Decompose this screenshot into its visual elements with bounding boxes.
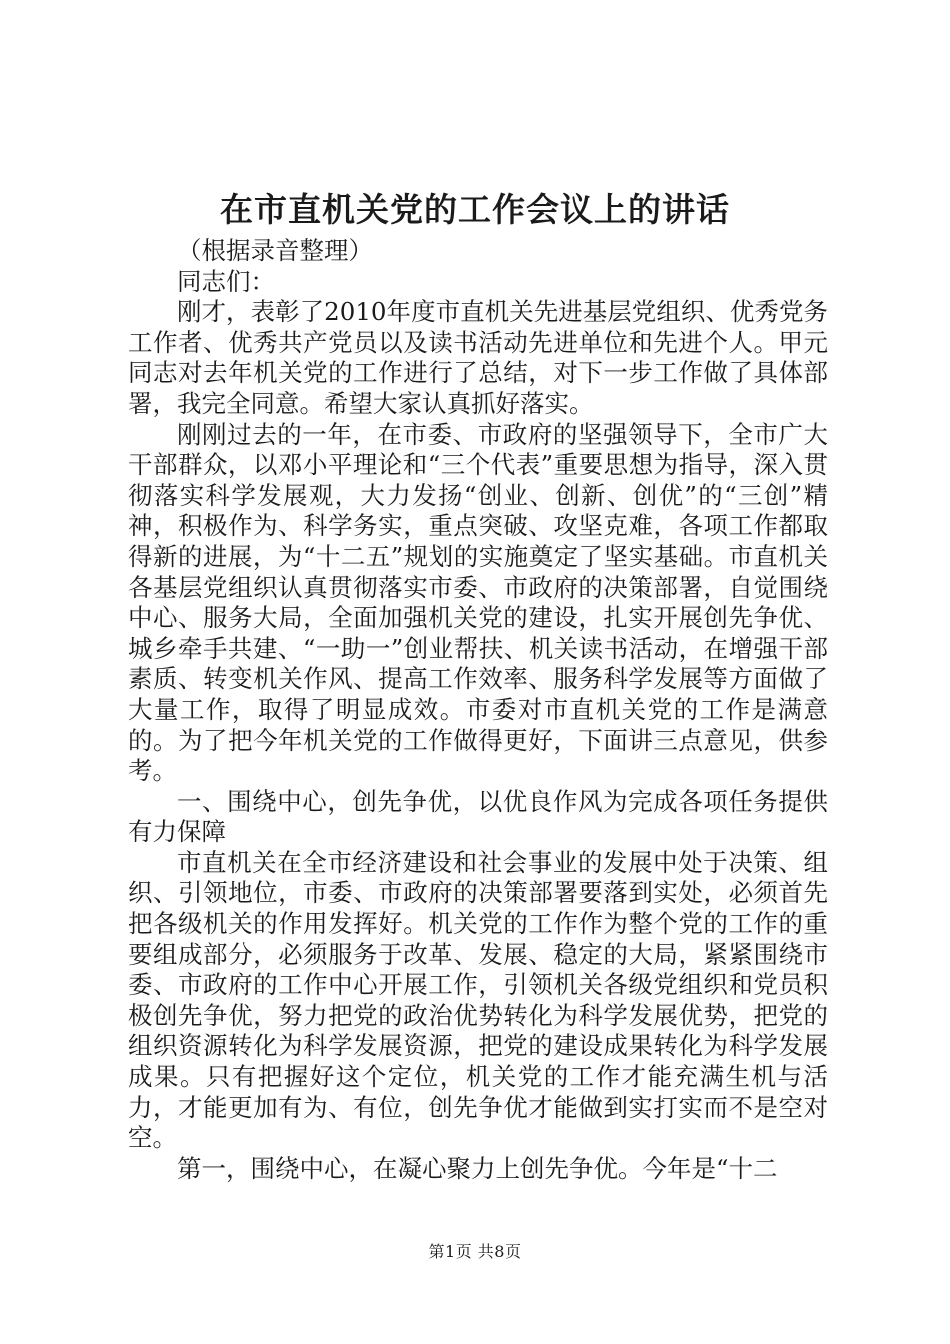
page-number-footer: 第1页 共8页	[428, 1242, 522, 1261]
salutation: 同志们：	[177, 266, 275, 296]
section-heading: 一、围绕中心，创先争优，以优良作风为完成各项任务提供有力保障	[128, 786, 828, 847]
paragraph: 刚才，表彰了2010年度市直机关先进基层党组织、优秀党务工作者、优秀共产党员以及读书活动先进单位和先进个人。甲元同志对去年机关党的工作进行了总结，对下一步工作做了具体部署，我完全同意。希望大家认真抓好落实。	[128, 297, 828, 418]
subtitle-note: （根据录音整理）	[177, 236, 373, 265]
paragraph: 刚刚过去的一年，在市委、市政府的坚强领导下，全市广大干部群众，以邓小平理论和“三个代表”重要思想为指导，深入贯彻落实科学发展观，大力发扬“创业、创新、创优”的“三创”精神，积极作为、科学务实，重点突破、攻坚克难，各项工作都取得新的进展，为“十二五”规划的实施奠定了坚实基础。市直机关各基层党组织认真贯彻落实市委、市政府的决策部署，自觉围绕中心、服务大局，全面加强机关党的建设，扎实开展创先争优、城乡牵手共建、“一助一”创业帮扶、机关读书活动，在增强干部素质、转变机关作风、提高工作效率、服务科学发展等方面做了大量工作，取得了明显成效。市委对市直机关党的工作是满意的。为了把今年机关党的工作做得更好，下面讲三点意见，供参考。	[128, 419, 828, 786]
paragraph: 第一，围绕中心，在凝心聚力上创先争优。今年是“十二	[177, 1153, 778, 1183]
document-body	[128, 236, 828, 1184]
document-title: 在市直机关党的工作会议上的讲话	[220, 190, 730, 229]
paragraph: 市直机关在全市经济建设和社会事业的发展中处于决策、组织、引领地位，市委、市政府的决策部署要落到实处，必须首先把各级机关的作用发挥好。机关党的工作作为整个党的工作的重要组成部分，必须服务于改革、发展、稳定的大局，紧紧围绕市委、市政府的工作中心开展工作，引领机关各级党组织和党员积极创先争优，努力把党的政治优势转化为科学发展优势，把党的组织资源转化为科学发展资源，把党的建设成果转化为科学发展成果。只有把握好这个定位，机关党的工作才能充满生机与活力，才能更加有为、有位，创先争优才能做到实打实而不是空对空。	[128, 847, 828, 1153]
